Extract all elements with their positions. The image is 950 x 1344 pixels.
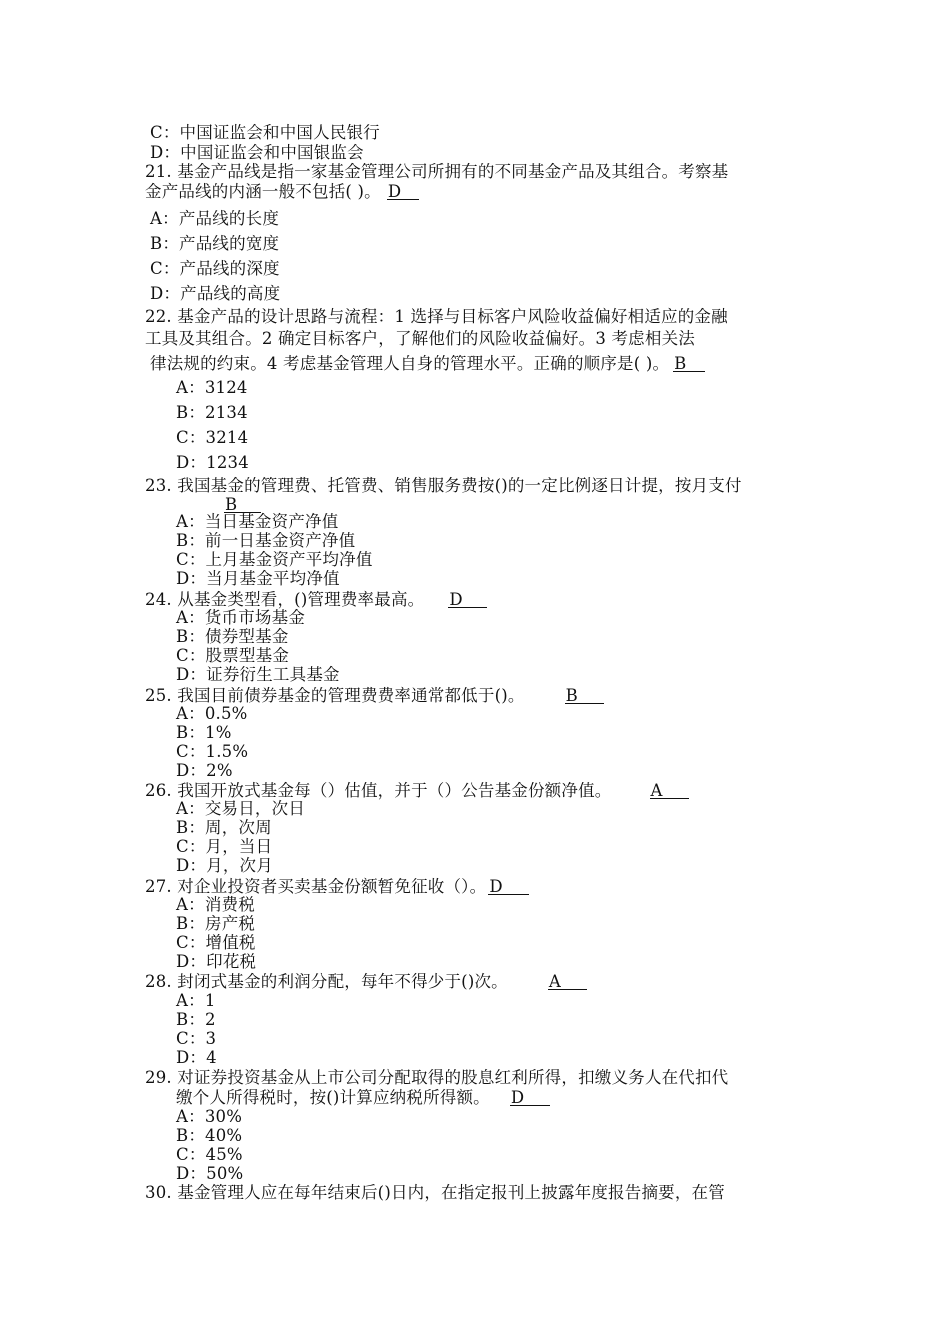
- option-line: D：印花税: [176, 952, 257, 971]
- question-line: 26. 我国开放式基金每（）估值，并于（）公告基金份额净值。 A: [145, 781, 689, 801]
- option-line: D：2%: [176, 761, 233, 780]
- option-line: B：前一日基金资产净值: [176, 531, 356, 550]
- option-line: B：产品线的宽度: [150, 234, 280, 253]
- option-line: D：50%: [176, 1164, 244, 1183]
- answer-blank: B: [565, 688, 604, 704]
- option-line: C：45%: [176, 1145, 243, 1164]
- option-line: B：1%: [176, 723, 232, 742]
- option-line: D：证券衍生工具基金: [176, 665, 340, 684]
- question-line: 24. 从基金类型看，()管理费率最高。 D: [145, 590, 487, 610]
- option-line: A：1: [176, 991, 216, 1010]
- answer-blank: B: [224, 497, 261, 513]
- question-line: 25. 我国目前债券基金的管理费费率通常都低于()。 B: [145, 686, 604, 706]
- option-line: D：当月基金平均净值: [176, 569, 340, 588]
- option-line: A：货币市场基金: [176, 608, 306, 627]
- option-line: D：中国证监会和中国银监会: [150, 143, 364, 162]
- answer-blank: B: [673, 356, 704, 372]
- option-line: C：股票型基金: [176, 646, 290, 665]
- option-line: D：4: [176, 1048, 217, 1067]
- question-line: 金产品线的内涵一般不包括( )。 D: [145, 182, 419, 202]
- question-line: 27. 对企业投资者买卖基金份额暂免征收（）。 D: [145, 877, 529, 897]
- answer-blank: D: [488, 879, 528, 895]
- option-line: A：产品线的长度: [150, 209, 280, 228]
- question-line: 28. 封闭式基金的利润分配，每年不得少于()次。 A: [145, 972, 587, 992]
- question-line: 29. 对证券投资基金从上市公司分配取得的股息红利所得，扣缴义务人在代扣代: [145, 1068, 729, 1087]
- option-line: A：当日基金资产净值: [176, 512, 339, 531]
- question-line: 21. 基金产品线是指一家基金管理公司所拥有的不同基金产品及其组合。考察基: [145, 162, 729, 181]
- option-line: B：房产税: [176, 914, 256, 933]
- option-line: D：月，次月: [176, 856, 273, 875]
- option-line: A：3124: [176, 378, 248, 397]
- question-line: 30. 基金管理人应在每年结束后()日内，在指定报刊上披露年度报告摘要，在管: [145, 1183, 725, 1202]
- option-line: C：中国证监会和中国人民银行: [150, 123, 380, 142]
- option-line: A：0.5%: [176, 704, 248, 723]
- option-line: B：40%: [176, 1126, 243, 1145]
- answer-blank: A: [650, 783, 689, 799]
- answer-blank: A: [548, 974, 587, 990]
- option-line: C：3: [176, 1029, 217, 1048]
- option-line: B：2: [176, 1010, 216, 1029]
- question-line: 律法规的约束。4 考虑基金管理人自身的管理水平。正确的顺序是( )。 B: [150, 354, 705, 374]
- option-line: C：3214: [176, 428, 249, 447]
- option-line: B：2134: [176, 403, 248, 422]
- option-line: C：月，当日: [176, 837, 273, 856]
- option-line: B：周，次周: [176, 818, 272, 837]
- question-line: 工具及其组合。2 确定目标客户，了解他们的风险收益偏好。3 考虑相关法: [145, 329, 695, 348]
- option-line: C：1.5%: [176, 742, 249, 761]
- option-line: D：产品线的高度: [150, 284, 281, 303]
- option-line: A：30%: [176, 1107, 243, 1126]
- option-line: C：增值税: [176, 933, 256, 952]
- question-line: 23. 我国基金的管理费、托管费、销售服务费按()的一定比例逐日计提，按月支付: [145, 476, 742, 495]
- question-line: 缴个人所得税时，按()计算应纳税所得额。 D: [176, 1088, 550, 1108]
- answer-blank: D: [448, 592, 486, 608]
- option-line: A：交易日，次日: [176, 799, 306, 818]
- option-line: B：债券型基金: [176, 627, 289, 646]
- answer-blank: D: [387, 184, 419, 200]
- option-line: D：1234: [176, 453, 249, 472]
- option-line: C：上月基金资产平均净值: [176, 550, 373, 569]
- option-line: A：消费税: [176, 895, 255, 914]
- option-line: C：产品线的深度: [150, 259, 280, 278]
- answer-blank: D: [510, 1090, 550, 1106]
- question-line: 22. 基金产品的设计思路与流程：1 选择与目标客户风险收益偏好相适应的金融: [145, 307, 728, 326]
